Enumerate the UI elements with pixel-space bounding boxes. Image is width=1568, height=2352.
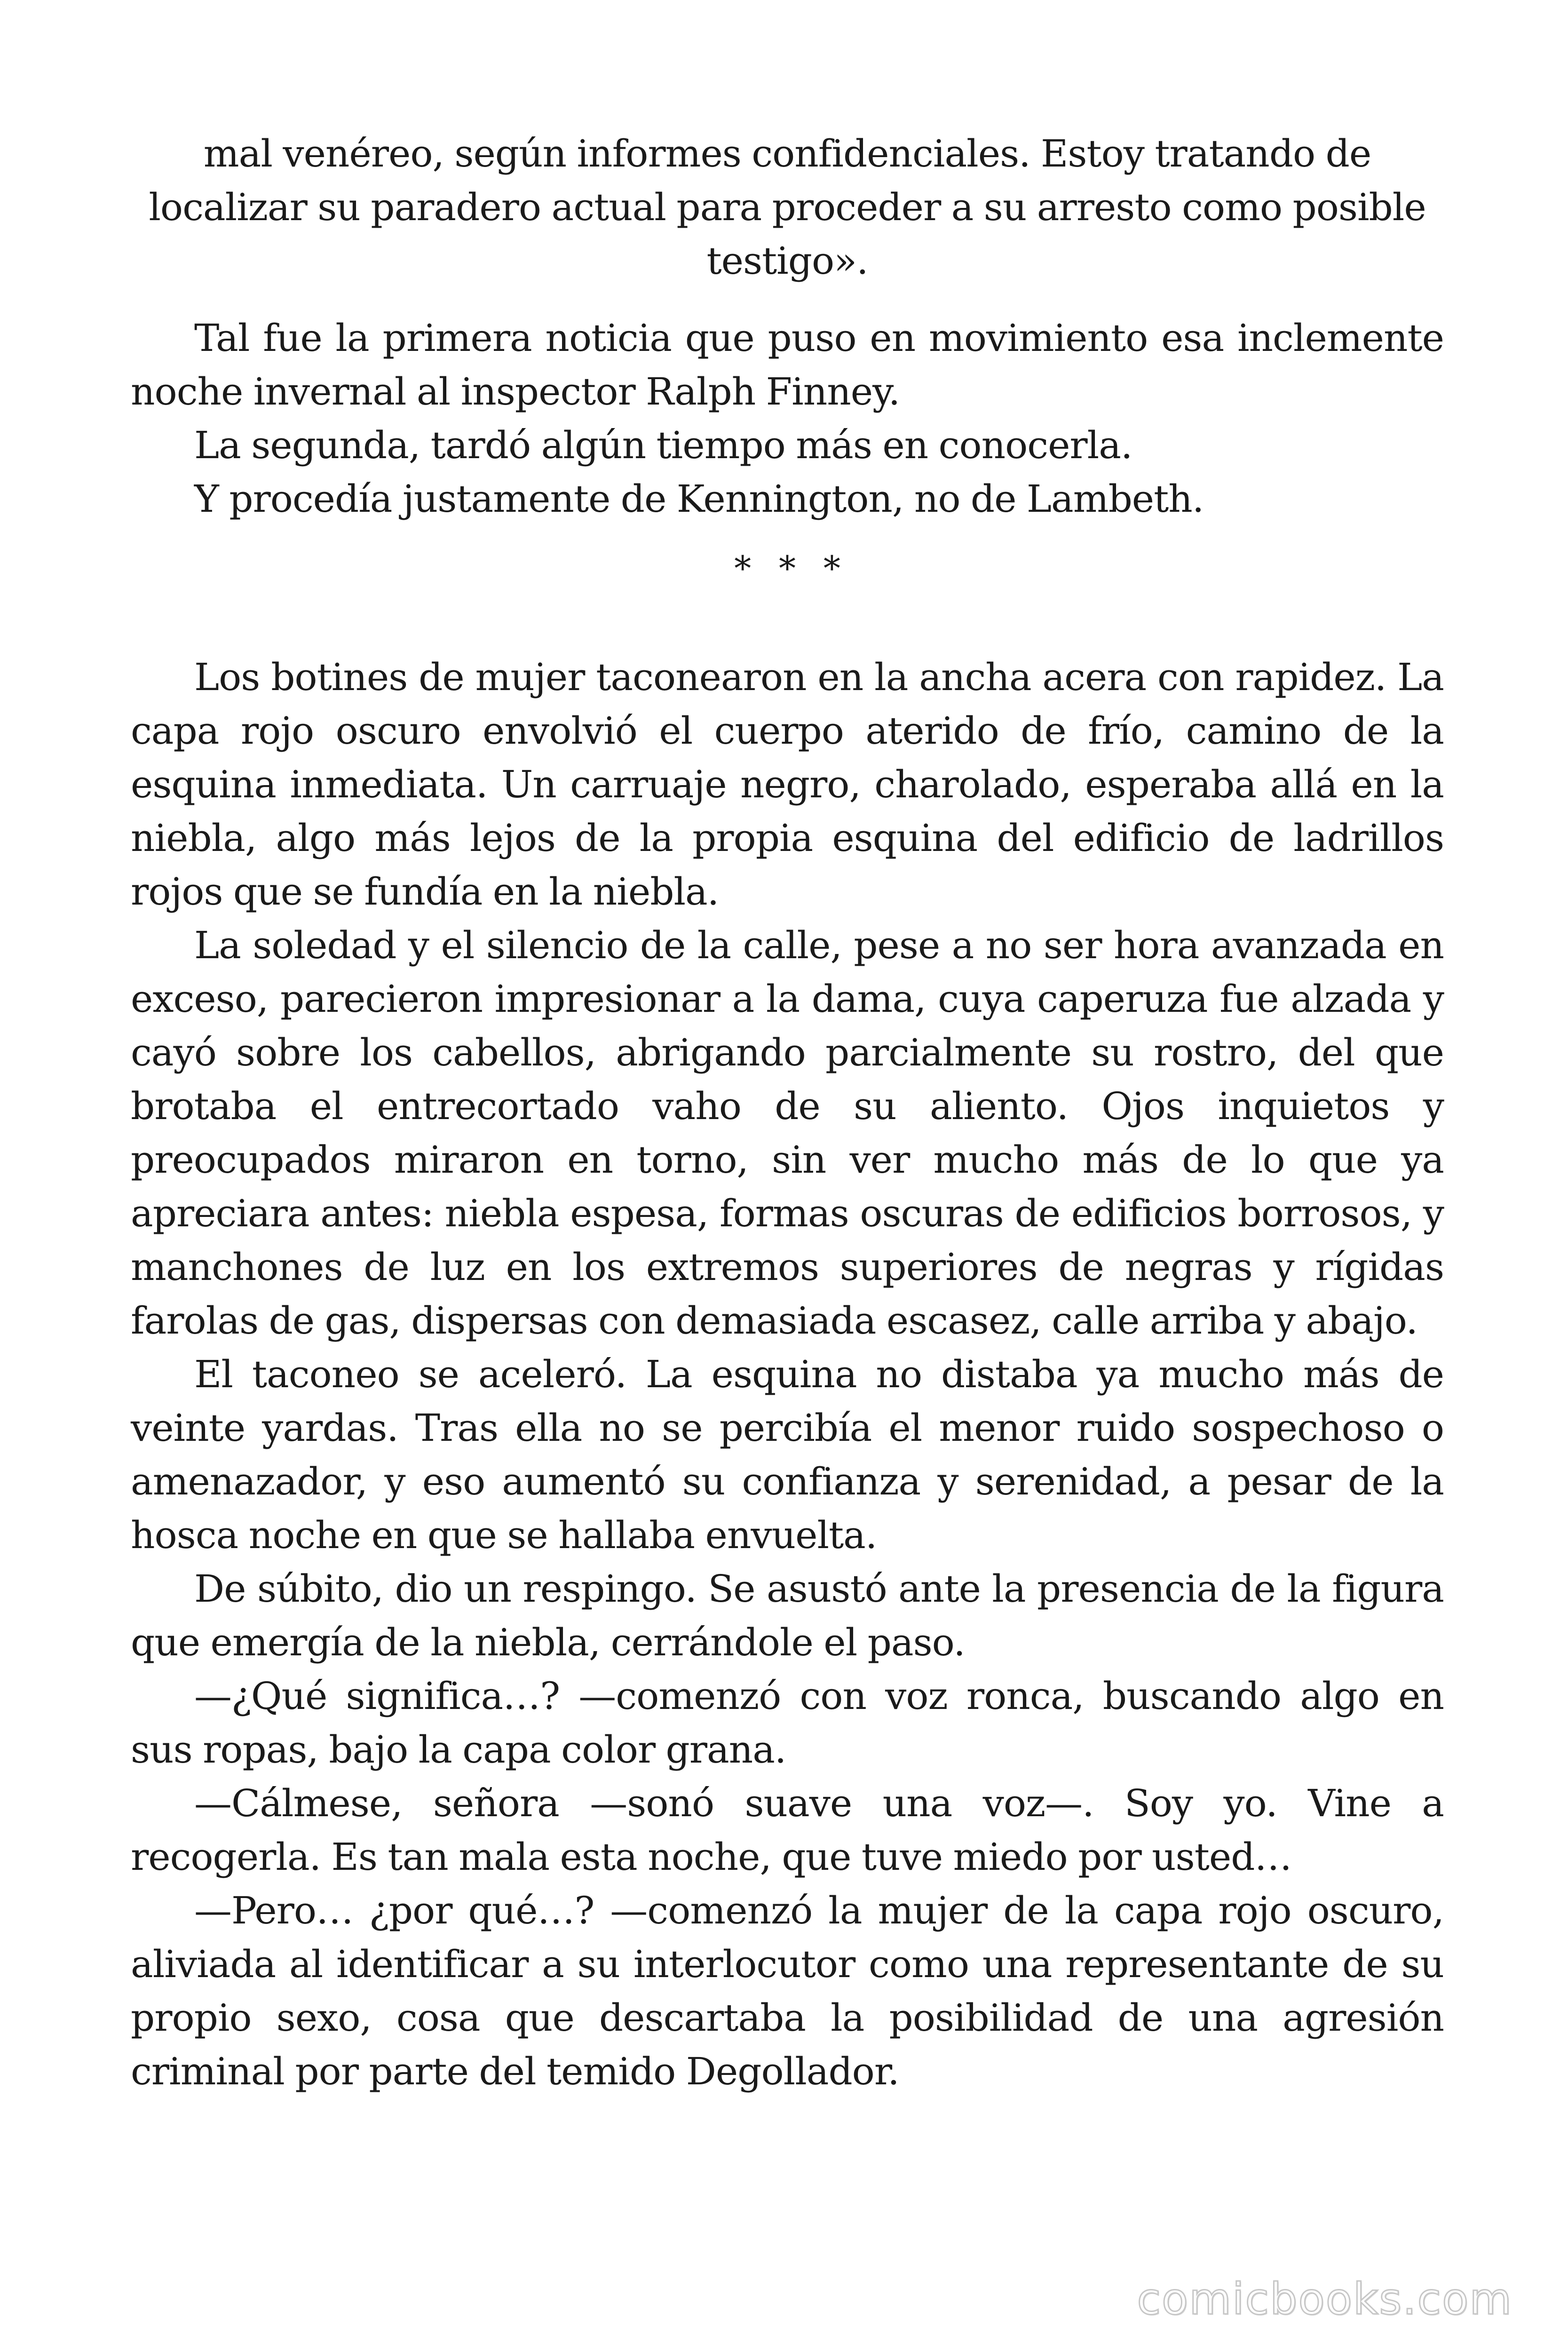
- body-paragraph: De súbito, dio un respingo. Se asustó ante la presencia de la figura que emergía de la niebla, cerrándole el paso.: [131, 1567, 1444, 1664]
- body-paragraph: La segunda, tardó algún tiempo más en conocerla.: [194, 423, 1132, 467]
- dialogue-paragraph: —Cálmese, señora —sonó suave una voz—. Soy yo. Vine a recogerla. Es tan mala esta noche, que tuve miedo por usted…: [131, 1781, 1444, 1879]
- section-separator: * * *: [734, 548, 849, 588]
- quote-ending-paragraph: mal venéreo, según informes confidenciales. Estoy tratando de localizar su paradero actual para proceder a su arresto como posible testigo».: [149, 132, 1426, 283]
- body-paragraph: Y procedía justamente de Kennington, no de Lambeth.: [194, 477, 1204, 521]
- body-paragraph: Tal fue la primera noticia que puso en movimiento esa inclemente noche invernal al inspector Ralph Finney.: [131, 316, 1444, 413]
- page-text-column: [131, 127, 1444, 2098]
- dialogue-paragraph: —Pero… ¿por qué…? —comenzó la mujer de la capa rojo oscuro, aliviada al identificar a su interlocutor como una representante de su propio sexo, cosa que descartaba la posibilidad de una agresión criminal por parte del temido Degollador.: [131, 1889, 1444, 2093]
- body-paragraph: Los botines de mujer taconearon en la ancha acera con rapidez. La capa rojo oscuro envolvió el cuerpo aterido de frío, camino de la esquina inmediata. Un carruaje negro, charolado, esperaba allá en la niebla, algo más lejos de la propia esquina del edificio de ladrillos rojos que se fundía en la niebla.: [131, 655, 1444, 914]
- body-paragraph: La soledad y el silencio de la calle, pese a no ser hora avanzada en exceso, parecieron impresionar a la dama, cuya caperuza fue alzada y cayó sobre los cabellos, abrigando parcialmente su rostro, del que brotaba el entrecortado vaho de su aliento. Ojos inquietos y preocupados miraron en torno, sin ver mucho más de lo que ya apreciara antes: niebla espesa, formas oscuras de edificios borrosos, y manchones de luz en los extremos superiores de negras y rígidas farolas de gas, dispersas con demasiada escasez, calle arriba y abajo.: [131, 923, 1444, 1343]
- watermark: comicbooks.com: [1137, 2274, 1513, 2324]
- dialogue-paragraph: —¿Qué significa…? —comenzó con voz ronca, buscando algo en sus ropas, bajo la capa color grana.: [131, 1674, 1444, 1772]
- body-paragraph: El taconeo se aceleró. La esquina no distaba ya mucho más de veinte yardas. Tras ella no se percibía el menor ruido sospechoso o amenazador, y eso aumentó su confianza y serenidad, a pesar de la hosca noche en que se hallaba envuelta.: [131, 1352, 1444, 1557]
